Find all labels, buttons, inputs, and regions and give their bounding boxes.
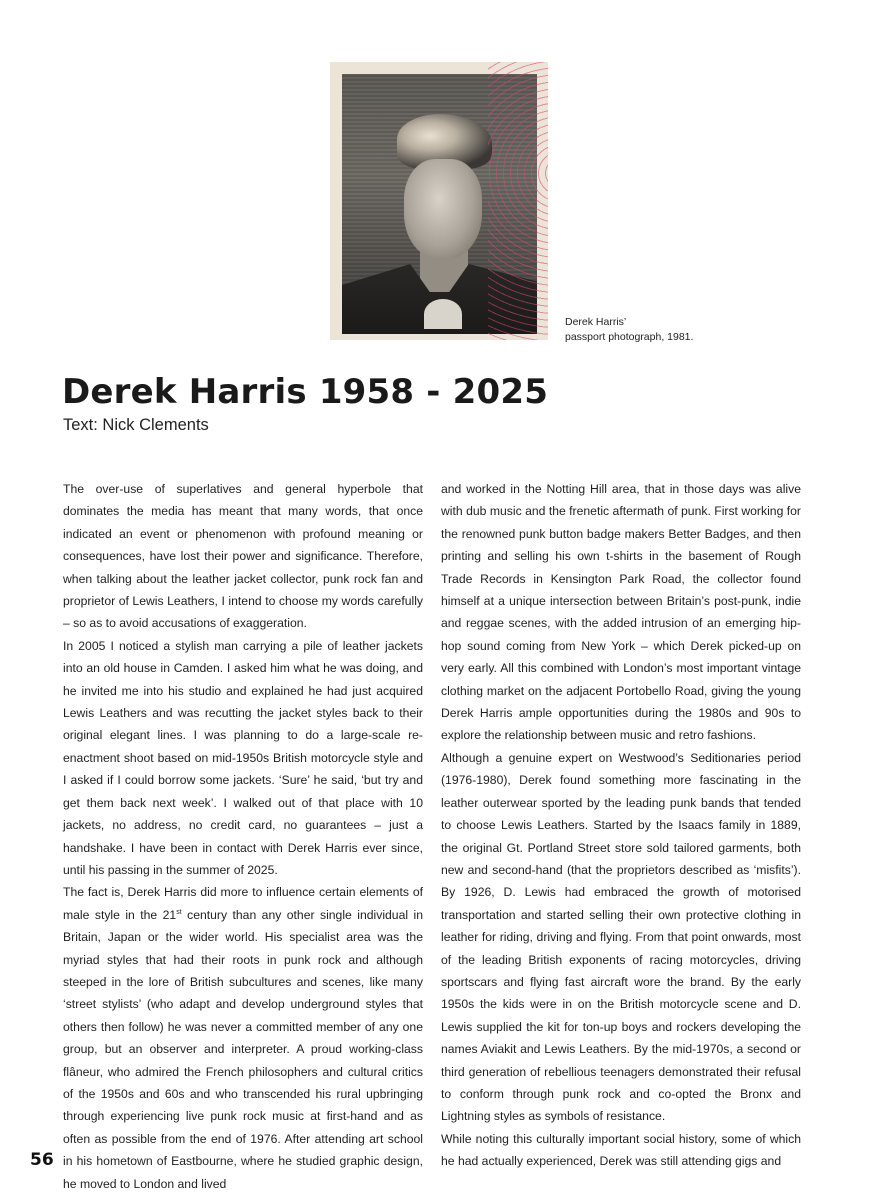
passport-stamp-overlay (488, 62, 548, 340)
paragraph: and worked in the Notting Hill area, that in those days was alive with dub music and the frenetic aftermath of punk. First working for the renowned punk button badge makers Better Badges, and then printing and selling his own t-shirts in the basement of Rough Trade Records in Kensington Park Road, the collector found himself at a unique intersection between Britain’s post-punk, indie and reggae scenes, with the added intrusion of an emerging hip-hop sound coming from New York – which Derek picked-up on very early. All this combined with London’s most important vintage clothing market on the adjacent Portobello Road, giving the young Derek Harris ample opportunities during the 1980s and 90s to explore the relationship between music and retro fashions. (441, 482, 801, 743)
paragraph: Although a genuine expert on Westwood’s Seditionaries period (1976-1980), Derek found something more fascinating in the leather outerwear sported by the leading punk bands that tended to choose Lewis Leathers. Started by the Isaacs family in 1889, the original Gt. Portland Street store sold tailored garments, both new and second-hand (that the proprietors described as ‘misfits’). By 1926, D. Lewis had embraced the growth of motorised transportation and started selling their own protective clothing in leather for riding, driving and flying. From that point onwards, most of the leading British exponents of racing motorcycles, driving sportscars and flying fast aircraft wore the brand. By the early 1950s the kids were in on the British motorcycle scene and D. Lewis supplied the kit for ton-up boys and rockers developing the names Aviakit and Lewis Leathers. By the mid-1970s, a second or third generation of rebellious teenagers demonstrated their refusal to conform through punk rock and co-opted the Bronx and Lightning styles as symbols of resistance. (441, 750, 801, 1124)
article-title: Derek Harris 1958 - 2025 (62, 372, 549, 412)
photo-caption (565, 315, 693, 345)
paragraph-text: century than any other single individual in Britain, Japan or the wider world. His specialist area was the myriad styles that had their roots in punk rock and although steeped in the lore of British subcultures and scenes, like many ‘street stylists’ (who adapt and develop underground styles that others then follow) he was never a committed member of any one group, but an observer and interpreter. A proud working-class flâneur, who admired the French philosophers and cultural critics of the 1950s and 60s and who transcended his rural upbringing through experiencing live punk rock music at first-hand and as often as possible from the end of 1976. After attending art school in his hometown of Eastbourne, where he studied graphic design, he moved to London and lived (63, 907, 423, 1191)
passport-photo (330, 62, 548, 340)
paragraph-text: The fact is, Derek Harris did more to influence certain elements of male style in the 21 (63, 885, 423, 922)
caption-line-1: Derek Harris’ (565, 316, 627, 328)
paragraph: While noting this culturally important social history, some of which he had actually experienced, Derek was still attending gigs and (441, 1131, 801, 1169)
portrait-face (404, 159, 482, 259)
ordinal-suffix: st (176, 908, 182, 916)
page-number: 56 (30, 1150, 54, 1170)
caption-line-2: passport photograph, 1981. (565, 331, 694, 343)
paragraph: The over-use of superlatives and general hyperbole that dominates the media has meant that many words, that once indicated an event or phenomenon with profound meaning or consequences, have lost their power and significance. Therefore, when talking about the leather jacket collector, punk rock fan and proprietor of Lewis Leathers, I intend to choose my words carefully – so as to avoid accusations of exaggeration. (63, 482, 423, 631)
paragraph (63, 881, 423, 1195)
portrait-tshirt (424, 299, 462, 329)
paragraph: In 2005 I noticed a stylish man carrying a pile of leather jackets into an old house in Camden. I asked him what he was doing, and he invited me into his studio and explained he had just acquired Lewis Leathers and was recutting the jacket styles back to their original elegant lines. I was planning to do a large-scale re-enactment shoot based on mid-1950s British motorcycle style and I asked if I could borrow some jackets. ‘Sure’ he said, ‘but try and get them back next week’. I walked out of that place with 10 jackets, no address, no credit card, no guarantees – just a handshake. I have been in contact with Derek Harris ever since, until his passing in the summer of 2025. (63, 638, 423, 877)
article-column-right (441, 478, 801, 1173)
article-byline: Text: Nick Clements (63, 416, 209, 434)
article-column-left (63, 478, 423, 1195)
